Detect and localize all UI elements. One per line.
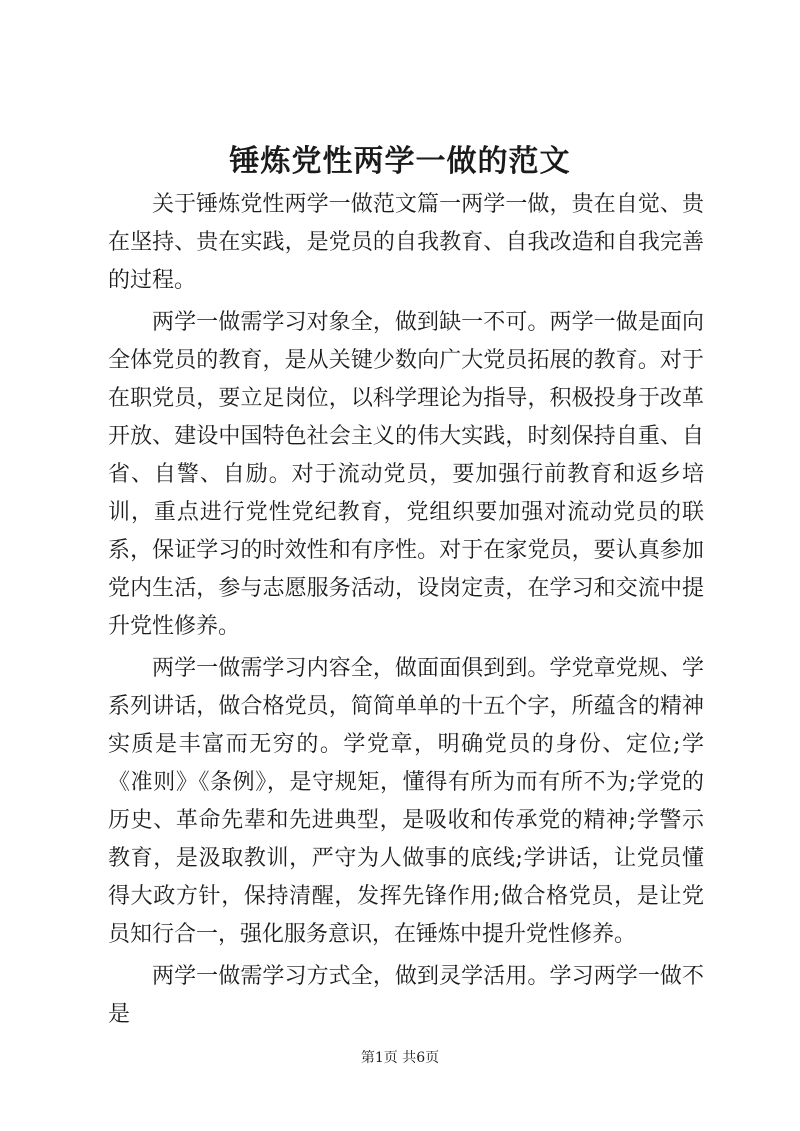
document-body — [108, 186, 704, 1038]
paragraph-3: 两学一做需学习内容全，做面面俱到到。学党章党规、学系列讲话，做合格党员，简简单单的十五个字，所蕴含的精神实质是丰富而无穷的。学党章，明确党员的身份、定位;学《准则》《条例》，是守规矩，懂得有所为而有所不为;学党的历史、革命先辈和先进典型，是吸收和传承党的精神;学警示教育，是汲取教训，严守为人做事的底线;学讲话，让党员懂得大政方针，保持清醒，发挥先锋作用;做合格党员，是让党员知行合一，强化服务意识，在锤炼中提升党性修养。 — [108, 656, 704, 947]
page-footer: 第1页 共6页 — [360, 1050, 440, 1066]
paragraph-2: 两学一做需学习对象全，做到缺一不可。两学一做是面向全体党员的教育，是从关键少数向广大党员拓展的教育。对于在职党员，要立足岗位，以科学理论为指导，积极投身于改革开放、建设中国特色社会主义的伟大实践，时刻保持自重、自省、自警、自励。对于流动党员，要加强行前教育和返乡培训，重点进行党性党纪教育，党组织要加强对流动党员的联系，保证学习的时效性和有序性。对于在家党员，要认真参加党内生活，参与志愿服务活动，设岗定责，在学习和交流中提升党性修养。 — [108, 310, 704, 639]
document-title: 锤炼党性两学一做的范文 — [229, 144, 571, 179]
paragraph-4: 两学一做需学习方式全，做到灵学活用。学习两学一做不是 — [108, 964, 704, 1027]
paragraph-1: 关于锤炼党性两学一做范文篇一两学一做，贵在自觉、贵在坚持、贵在实践，是党员的自我教育、自我改造和自我完善的过程。 — [108, 192, 704, 293]
